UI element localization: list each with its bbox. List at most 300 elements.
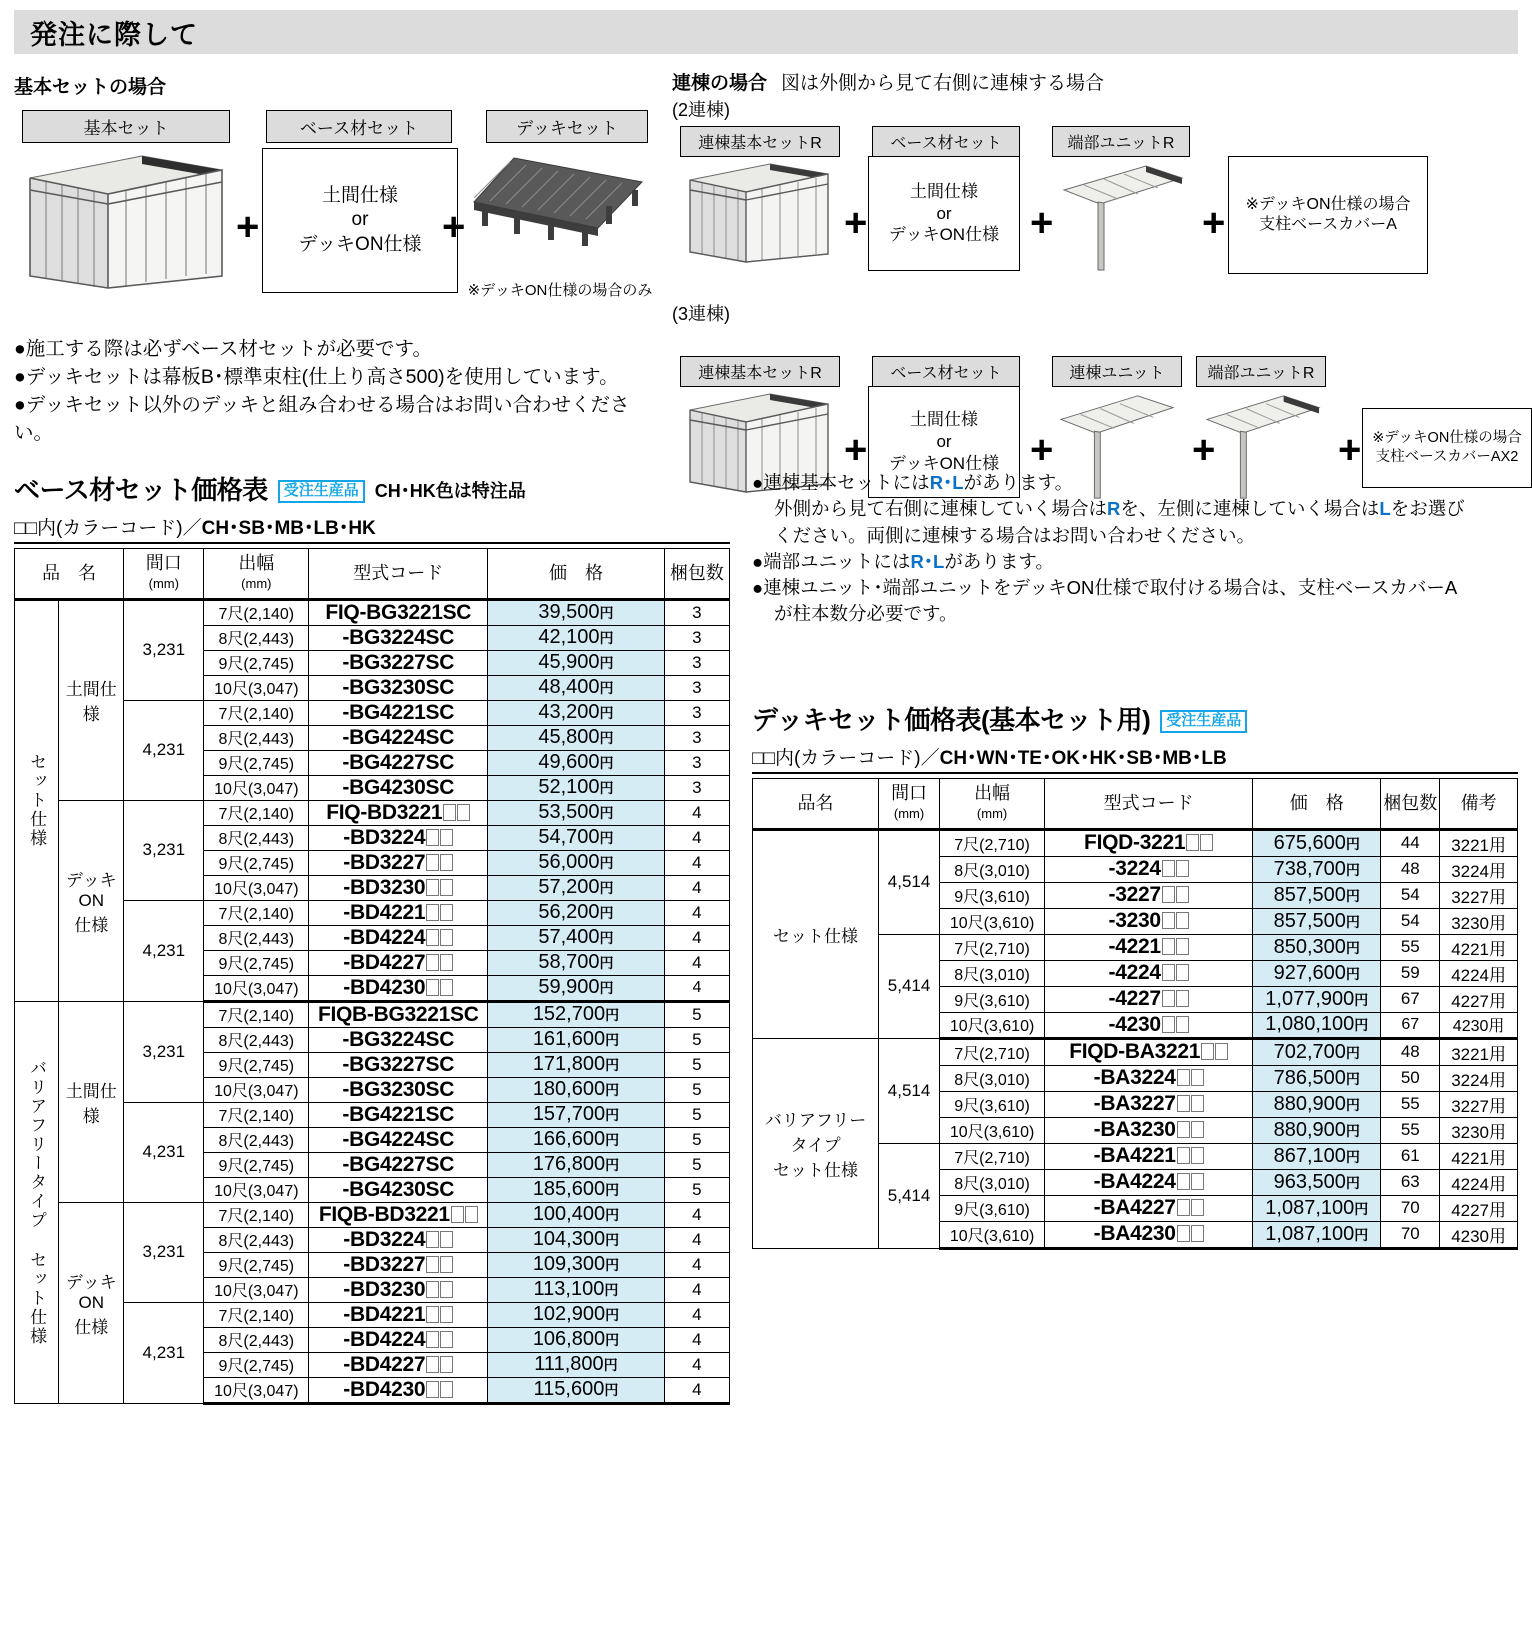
yen-unit: 円 (599, 980, 614, 997)
yen-unit: 円 (605, 1107, 620, 1124)
group-label: セット仕様 (27, 753, 47, 849)
color-code-box (1177, 1095, 1190, 1112)
yen-unit: 円 (599, 805, 614, 822)
base-set-option-box (262, 148, 458, 293)
yen-unit: 円 (605, 1232, 620, 1249)
color-code-box (1215, 1043, 1228, 1060)
price-cell: 166,600円 (488, 1127, 665, 1152)
packs-cell: 54 (1381, 908, 1440, 934)
packs-cell: 4 (664, 850, 729, 875)
plus-sign-r2-2: + (1030, 201, 1054, 245)
rb1-rl: R･L (929, 472, 964, 493)
code-cell (1045, 960, 1253, 986)
color-code-box (1191, 1147, 1204, 1164)
th-depth: 出幅 (mm) (204, 549, 309, 600)
packs-cell: 4 (664, 950, 729, 975)
code-cell (309, 950, 488, 975)
depth-cell: 8尺(2,443) (204, 1227, 309, 1252)
packs-cell: 5 (664, 1127, 729, 1152)
right-bullet-2 (752, 496, 1532, 522)
packs-cell: 4 (664, 1277, 729, 1302)
rb2-a: 外側から見て右側に連棟していく場合は (774, 498, 1108, 520)
depth-cell: 10尺(3,047) (204, 1077, 309, 1102)
sub-2ren-label: (2連棟) (672, 100, 730, 120)
model-code: -4221 (1108, 935, 1161, 959)
packs-cell: 55 (1381, 934, 1440, 960)
type-label-cell: バリアフリー タイプ セット仕様 (753, 1038, 879, 1248)
depth-cell: 8尺(2,443) (204, 725, 309, 750)
rb4-a: ●端部ユニットには (752, 550, 911, 572)
yen-unit: 円 (1345, 835, 1360, 852)
deck-table-colorcode-line (752, 743, 1518, 774)
type-label-cell: デッキON 仕様 (59, 800, 124, 1001)
code-cell (309, 1177, 488, 1202)
remarks-cell: 3227用 (1440, 1091, 1518, 1117)
yen-unit: 円 (1354, 991, 1369, 1008)
color-code-box (440, 1356, 453, 1373)
packs-cell: 3 (664, 725, 729, 750)
packs-cell: 70 (1381, 1221, 1440, 1248)
rb2-b: を、左側に連棟していく場合は (1120, 498, 1380, 520)
packs-cell: 55 (1381, 1091, 1440, 1117)
color-code-box (1162, 1016, 1175, 1033)
deck-colorcode-prefix: □□内(カラーコード)／ (752, 748, 940, 769)
model-code: -BA3227 (1093, 1092, 1176, 1116)
plus-sign-2: + (442, 205, 466, 249)
packs-cell: 5 (664, 1152, 729, 1177)
color-code-box (426, 1306, 439, 1323)
th-name: 品 名 (15, 549, 124, 600)
packs-cell: 55 (1381, 1117, 1440, 1143)
yen-unit: 円 (605, 1182, 620, 1199)
base-option-or: or (351, 209, 369, 231)
yen-unit: 円 (599, 655, 614, 672)
code-cell (309, 1077, 488, 1102)
color-code-box (426, 854, 439, 871)
color-code-box (440, 854, 453, 871)
base-option-deckon-3: デッキON仕様 (888, 453, 1000, 473)
code-cell (309, 1352, 488, 1377)
right-diagram (672, 68, 1532, 473)
packs-cell: 3 (664, 625, 729, 650)
code-cell (1045, 1038, 1253, 1065)
type-label-cell: 土間仕様 (59, 599, 124, 800)
model-code: -BD4224 (343, 1327, 426, 1351)
color-code-box (1177, 1173, 1190, 1190)
table-row (15, 599, 730, 625)
depth-cell: 10尺(3,047) (204, 775, 309, 800)
yen-unit: 円 (605, 1157, 620, 1174)
right-bullet-list (752, 470, 1532, 628)
base-option-deckon-2: デッキON仕様 (888, 225, 1000, 245)
code-cell (1045, 882, 1253, 908)
packs-cell: 63 (1381, 1169, 1440, 1195)
base-table-title: ベース材セット価格表 (14, 475, 268, 505)
color-code-box (1191, 1095, 1204, 1112)
yen-unit: 円 (1345, 1096, 1360, 1113)
rb4-rl: R･L (910, 550, 945, 572)
yen-unit: 円 (604, 1282, 619, 1299)
code-cell (309, 725, 488, 750)
code-cell (1045, 1091, 1253, 1117)
caption-renmune-unit-3: 連棟ユニット (1052, 356, 1182, 387)
packs-cell: 5 (664, 1177, 729, 1202)
right-bullet-1 (752, 470, 1532, 496)
model-code: -BA4227 (1093, 1196, 1176, 1220)
plus-sign-r3-1: + (844, 428, 868, 472)
yen-unit: 円 (599, 705, 614, 722)
rb2-r: R (1107, 498, 1121, 520)
made-to-order-badge-2: 受注生産品 (1160, 710, 1247, 733)
price-cell: 48,400円 (488, 675, 665, 700)
color-code-box (426, 954, 439, 971)
color-code-box (426, 1381, 439, 1398)
code-cell (309, 875, 488, 900)
code-cell (309, 1001, 488, 1027)
th-name: 品名 (753, 779, 879, 830)
color-code-box (1191, 1069, 1204, 1086)
base-set-price-table-section (14, 470, 730, 1405)
packs-cell: 4 (664, 825, 729, 850)
basic-set-illustration (22, 148, 230, 293)
depth-cell: 10尺(3,047) (204, 1277, 309, 1302)
depth-cell: 8尺(3,010) (940, 960, 1045, 986)
base-table-colorcode-line (14, 513, 730, 544)
caption-renmune-basic-r-2: 連棟基本セットR (680, 126, 840, 157)
packs-cell: 3 (664, 775, 729, 800)
price-cell: 963,500円 (1253, 1169, 1381, 1195)
depth-cell: 8尺(2,443) (204, 1027, 309, 1052)
color-code-box (1177, 1069, 1190, 1086)
right-bullet-6: が柱本数分必要です。 (774, 603, 958, 625)
model-code: -BG4230SC (342, 775, 455, 799)
price-cell: 1,077,900円 (1253, 986, 1381, 1012)
th-remarks: 備考 (1440, 779, 1518, 830)
color-code-box (426, 1231, 439, 1248)
color-code-box (440, 1231, 453, 1248)
yen-unit: 円 (599, 605, 614, 622)
depth-cell: 7尺(2,140) (204, 1302, 309, 1327)
yen-unit: 円 (1345, 861, 1360, 878)
depth-cell: 7尺(2,140) (204, 700, 309, 725)
price-cell: 49,600円 (488, 750, 665, 775)
depth-cell: 7尺(2,140) (204, 1102, 309, 1127)
code-cell (1045, 934, 1253, 960)
price-cell: 109,300円 (488, 1252, 665, 1277)
depth-cell: 9尺(2,745) (204, 1352, 309, 1377)
width-cell: 4,514 (879, 1038, 940, 1143)
code-cell (1045, 1143, 1253, 1169)
price-cell: 42,100円 (488, 625, 665, 650)
color-code-box (440, 1331, 453, 1348)
model-code: -BA4224 (1093, 1170, 1176, 1194)
packs-cell: 5 (664, 1027, 729, 1052)
packs-cell: 50 (1381, 1065, 1440, 1091)
th-width: 間口 (mm) (879, 779, 940, 830)
price-cell: 675,600円 (1253, 829, 1381, 856)
packs-cell: 4 (664, 975, 729, 1001)
code-cell (309, 925, 488, 950)
price-cell: 850,300円 (1253, 934, 1381, 960)
packs-cell: 4 (664, 1327, 729, 1352)
right-diagram-title-main: 連棟の場合 (672, 73, 768, 94)
remarks-cell: 3230用 (1440, 1117, 1518, 1143)
left-bullet-2: ●デッキセットは幕板B･標準束柱(仕上り高さ500)を使用しています。 (14, 366, 619, 389)
packs-cell: 5 (664, 1001, 729, 1027)
depth-cell: 7尺(2,710) (940, 829, 1045, 856)
yen-unit: 円 (605, 1132, 620, 1149)
yen-unit: 円 (599, 730, 614, 747)
depth-cell: 10尺(3,610) (940, 1117, 1045, 1143)
color-code-box (1200, 834, 1213, 851)
depth-cell: 8尺(2,443) (204, 825, 309, 850)
model-code: -4230 (1108, 1012, 1161, 1036)
deck-table-title-row (752, 700, 1518, 737)
price-cell: 1,087,100円 (1253, 1221, 1381, 1248)
code-cell (309, 975, 488, 1001)
model-code: -BD4230 (343, 1377, 426, 1401)
remarks-cell: 4227用 (1440, 986, 1518, 1012)
yen-unit: 円 (599, 780, 614, 797)
model-code: -BG3224SC (342, 1027, 455, 1051)
code-cell (1045, 1012, 1253, 1038)
color-code-box (451, 1206, 464, 1223)
code-cell (309, 1202, 488, 1227)
model-code: -3230 (1108, 909, 1161, 933)
type-label-cell: セット仕様 (753, 829, 879, 1038)
plus-sign-r3-2: + (1030, 428, 1054, 472)
page-title: 発注に際して (30, 19, 198, 50)
type-label-cell: 土間仕様 (59, 1001, 124, 1202)
depth-cell: 9尺(2,745) (204, 1052, 309, 1077)
model-code: -BG3227SC (342, 1052, 455, 1076)
packs-cell: 4 (664, 900, 729, 925)
type-label-cell: デッキON 仕様 (59, 1202, 124, 1403)
width-cell: 4,231 (124, 900, 204, 1001)
depth-cell: 7尺(2,140) (204, 800, 309, 825)
tanbu-unit-illustration-2 (1054, 156, 1194, 276)
th-price: 価 格 (488, 549, 665, 600)
code-cell (1045, 1117, 1253, 1143)
price-cell: 1,087,100円 (1253, 1195, 1381, 1221)
model-code: -BD4221 (343, 1302, 426, 1326)
right-bullet-4 (752, 549, 1532, 575)
packs-cell: 3 (664, 750, 729, 775)
remarks-cell: 4224用 (1440, 1169, 1518, 1195)
depth-cell: 9尺(2,745) (204, 650, 309, 675)
yen-unit: 円 (1345, 1148, 1360, 1165)
color-code-box (1177, 1121, 1190, 1138)
made-to-order-badge: 受注生産品 (278, 480, 365, 503)
th-code: 型式コード (1045, 779, 1253, 830)
packs-cell: 5 (664, 1052, 729, 1077)
code-cell (309, 775, 488, 800)
color-code-box (426, 1331, 439, 1348)
price-cell: 880,900円 (1253, 1117, 1381, 1143)
remarks-cell: 3224用 (1440, 856, 1518, 882)
price-cell: 857,500円 (1253, 908, 1381, 934)
width-cell: 3,231 (124, 1202, 204, 1302)
yen-unit: 円 (1345, 965, 1360, 982)
right-bullet-3: ください。両側に連棟する場合はお問い合わせください。 (774, 524, 1256, 546)
yen-unit: 円 (605, 1007, 620, 1024)
packs-cell: 5 (664, 1102, 729, 1127)
price-cell: 111,800円 (488, 1352, 665, 1377)
support-base-cover-note-2 (1228, 156, 1428, 274)
width-cell: 5,414 (879, 1143, 940, 1248)
note3-line2: 支柱ベースカバーAX2 (1375, 449, 1519, 465)
left-diagram (14, 110, 664, 360)
color-code-box (426, 1356, 439, 1373)
depth-cell: 7尺(2,710) (940, 1143, 1045, 1169)
code-cell (309, 675, 488, 700)
color-code-box (426, 929, 439, 946)
th-width: 間口 (mm) (124, 549, 204, 600)
color-code-box (1177, 1199, 1190, 1216)
width-cell: 4,231 (124, 1102, 204, 1202)
base-option-doma-2: 土間仕様 (910, 181, 978, 201)
base-colorcode-prefix: □□内(カラーコード)／ (14, 518, 202, 539)
code-cell (309, 850, 488, 875)
page-header-bar (14, 10, 1518, 54)
yen-unit: 円 (605, 1032, 620, 1049)
color-code-box (440, 1381, 453, 1398)
yen-unit: 円 (599, 680, 614, 697)
price-cell: 867,100円 (1253, 1143, 1381, 1169)
yen-unit: 円 (605, 1207, 620, 1224)
packs-cell: 5 (664, 1077, 729, 1102)
depth-cell: 8尺(2,443) (204, 625, 309, 650)
base-colorcode-values: CH･SB･MB･LB･HK (201, 518, 376, 539)
model-code: -BA4230 (1093, 1222, 1176, 1246)
color-code-box (440, 929, 453, 946)
code-cell (309, 1127, 488, 1152)
group-label-cell (15, 1001, 59, 1403)
color-code-box (1176, 964, 1189, 981)
model-code: -BD3227 (343, 1252, 426, 1276)
color-code-box (426, 904, 439, 921)
model-code: -BG3227SC (342, 650, 455, 674)
price-cell: 56,200円 (488, 900, 665, 925)
color-code-box (440, 979, 453, 996)
th-code: 型式コード (309, 549, 488, 600)
yen-unit: 円 (605, 1307, 620, 1324)
caption-base-set-2: ベース材セット (872, 126, 1020, 157)
yen-unit: 円 (1345, 1044, 1360, 1061)
color-code-box (1162, 860, 1175, 877)
right-diagram-title (672, 68, 1104, 95)
base-option-or-3: or (936, 432, 952, 452)
color-code-box (426, 879, 439, 896)
depth-cell: 7尺(2,710) (940, 1038, 1045, 1065)
base-set-price-table (14, 548, 730, 1405)
price-cell: 702,700円 (1253, 1038, 1381, 1065)
price-cell: 786,500円 (1253, 1065, 1381, 1091)
table-header-row (753, 779, 1518, 830)
packs-cell: 61 (1381, 1143, 1440, 1169)
color-code-box (440, 954, 453, 971)
width-cell: 4,231 (124, 700, 204, 800)
remarks-cell: 4227用 (1440, 1195, 1518, 1221)
deck-set-price-table (752, 778, 1518, 1250)
yen-unit: 円 (599, 755, 614, 772)
caption-tanbu-unit-r-3: 端部ユニットR (1196, 356, 1326, 387)
yen-unit: 円 (605, 1332, 620, 1349)
note3-line1: ※デッキON仕様の場合 (1372, 430, 1522, 447)
color-code-box (426, 1281, 439, 1298)
base-option-doma-3: 土間仕様 (910, 410, 978, 430)
left-diagram-heading: 基本セットの場合 (14, 77, 167, 98)
code-cell (309, 650, 488, 675)
yen-unit: 円 (1354, 1226, 1369, 1243)
code-cell (309, 1152, 488, 1177)
code-cell (309, 1227, 488, 1252)
packs-cell: 4 (664, 800, 729, 825)
color-code-box (1162, 964, 1175, 981)
color-code-box (465, 1206, 478, 1223)
packs-cell: 4 (664, 1252, 729, 1277)
depth-cell: 9尺(3,610) (940, 1195, 1045, 1221)
packs-cell: 59 (1381, 960, 1440, 986)
right-bullet-5: ●連棟ユニット･端部ユニットをデッキON仕様で取付ける場合は、支柱ベースカバーA (752, 577, 1458, 599)
code-cell (309, 1277, 488, 1302)
model-code: -BD4230 (343, 975, 426, 999)
price-cell: 880,900円 (1253, 1091, 1381, 1117)
color-code-box (457, 804, 470, 821)
rb1-a: ●連棟基本セットには (752, 472, 930, 493)
yen-unit: 円 (1354, 1017, 1369, 1034)
depth-cell: 8尺(2,443) (204, 1127, 309, 1152)
price-cell: 45,800円 (488, 725, 665, 750)
depth-cell: 7尺(2,140) (204, 900, 309, 925)
depth-cell: 9尺(2,745) (204, 1252, 309, 1277)
depth-cell: 8尺(3,010) (940, 856, 1045, 882)
color-code-box (1162, 990, 1175, 1007)
price-cell: 161,600円 (488, 1027, 665, 1052)
code-cell (309, 1327, 488, 1352)
price-cell: 113,100円 (488, 1277, 665, 1302)
width-cell: 4,514 (879, 829, 940, 934)
color-code-box (1191, 1225, 1204, 1242)
caption-deck-set: デッキセット (486, 110, 648, 143)
depth-cell: 10尺(3,610) (940, 1012, 1045, 1038)
model-code: -BD4221 (343, 900, 426, 924)
remarks-cell: 3227用 (1440, 882, 1518, 908)
color-code-box (426, 979, 439, 996)
price-cell: 52,100円 (488, 775, 665, 800)
code-cell (309, 1302, 488, 1327)
code-cell (309, 625, 488, 650)
right-diagram-title-note: 図は外側から見て右側に連棟する場合 (781, 73, 1105, 94)
yen-unit: 円 (1345, 939, 1360, 956)
depth-cell: 8尺(3,010) (940, 1065, 1045, 1091)
model-code: -BD4224 (343, 925, 426, 949)
color-code-box (1191, 1121, 1204, 1138)
model-code: -BA3230 (1093, 1118, 1176, 1142)
caption-renmune-basic-r-3: 連棟基本セットR (680, 356, 840, 387)
depth-cell: 10尺(3,047) (204, 1177, 309, 1202)
th-packs: 梱包数 (664, 549, 729, 600)
model-code: -BG4227SC (342, 750, 455, 774)
code-cell (1045, 1221, 1253, 1248)
price-cell: 59,900円 (488, 975, 665, 1001)
color-code-box (440, 1281, 453, 1298)
packs-cell: 3 (664, 599, 729, 625)
price-cell: 104,300円 (488, 1227, 665, 1252)
code-cell (309, 750, 488, 775)
color-code-box (1162, 938, 1175, 955)
color-code-box (426, 829, 439, 846)
